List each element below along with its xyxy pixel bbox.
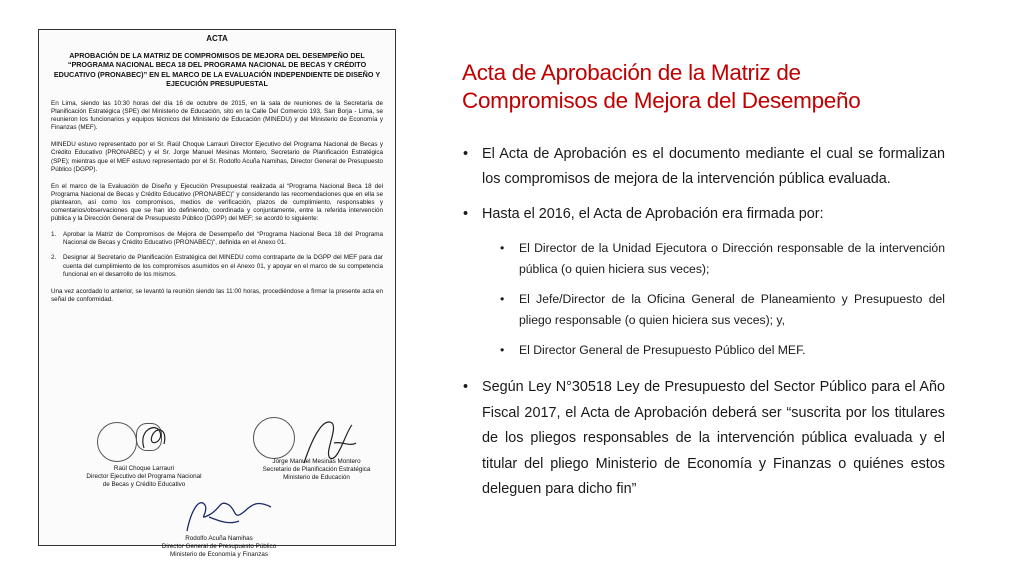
bullet-point: • Según Ley N°30518 Ley de Presupuesto del Sector Público para el Año Fiscal 2017, el Acta de Aprobación deberá ser “suscrita por los titulares de los pliegos responsables de la intervención pública evaluada y el titular del pliego Ministerio de Economía y Finanzas o quiénes estos deleguen para dicho fin”: [462, 375, 945, 503]
agreement-number: 1.: [51, 231, 57, 239]
document-paragraph: En el marco de la Evaluación de Diseño y Ejecución Presupuestal realizada al “Programa Nacional Beca 18 del Programa Nacional de Becas y Crédito Educativo (PRONABEC)” y considerando las recomendaciones que en ella se plantearon, así como los compromisos, medios de verificación, plazos de cumplimiento, responsables y comentarios/observaciones que se han ido definiendo, coordinada y conjuntamente, entre la referida intervención pública y la Dirección General de Presupuesto Público (DGPP) del MEF; se acordó lo siguiente:: [51, 182, 383, 223]
document-agreement-item: [51, 254, 383, 278]
agreement-text: Aprobar la Matriz de Compromisos de Mejora de Desempeño del “Programa Nacional Beca 18 del Programa Nacional de Becas y Crédito Educativo (PRONABEC)”, definida en el Anexo 01.: [63, 231, 383, 247]
bullet-point: • El Acta de Aprobación es el documento mediante el cual se formalizan los compromisos de mejora de la intervención pública evaluada.: [462, 142, 945, 191]
document-paragraph: MINEDU estuvo representado por el Sr. Raúl Choque Larrauri Director Ejecutivo del Programa Nacional de Becas y Crédito Educativo (PRONABEC) y el Sr. Jorge Manuel Mesinas Montero, Secretario de Planificación Estratégica (SPE); mientras que el MEF estuvo representado por el Sr. Rodolfo Acuña Namihas, Director General de Presupuesto Público (DGPP).: [51, 141, 383, 173]
document-heading: APROBACIÓN DE LA MATRIZ DE COMPROMISOS DE MEJORA DEL DESEMPEÑO DEL “PROGRAMA NACIONAL BECA 18 DEL PROGRAMA NACIONAL DE BECAS Y CRÉDITO EDUCATIVO (PRONABEC)” EN EL MARCO DE LA EVALUACIÓN INDEPENDIENTE DE DISEÑO Y EJECUCIÓN PRESUPUESTAL: [53, 51, 381, 88]
document-agreements-list: [51, 231, 383, 278]
handwritten-signature: [134, 418, 174, 458]
signatory-role: Secretario de Planificación Estratégica: [262, 466, 371, 473]
signatory-org: de Becas y Crédito Educativo: [102, 481, 186, 488]
signatory-block: [79, 465, 209, 489]
slide-title-line: Acta de Aprobación de la Matriz de: [462, 60, 801, 85]
handwritten-signature: [179, 491, 279, 537]
sub-bullet-point: • El Jefe/Director de la Oficina General de Planeamiento y Presupuesto del pliego responsable (o quien hiciera sus veces); y,: [462, 289, 945, 332]
signatory-org: Ministerio de Educación: [283, 474, 350, 481]
document-paragraph: En Lima, siendo las 10:30 horas del día 16 de octubre de 2015, en la sala de reuniones de la Secretaría de Planificación Estratégica (SPE) del Ministerio de Educación, sito en la Calle Del Comercio 193, San Borja - Lima, se reunieron los funcionarios y equipos técnicos del Ministerio de Educación (MINEDU) y del Ministerio de Economía y Finanzas (MEF).: [51, 100, 383, 132]
signatory-role: Director Ejecutivo del Programa Nacional: [86, 473, 202, 480]
document-header-acta: ACTA: [206, 34, 228, 43]
document-header: [51, 34, 383, 88]
agreement-number: 2.: [51, 254, 57, 262]
signatory-org: Ministerio de Economía y Finanzas: [170, 551, 268, 558]
signatory-name: Raúl Choque Larrauri: [113, 465, 175, 472]
official-seal-stamp: [253, 417, 295, 459]
signatory-name: Rodolfo Acuña Namihas: [185, 535, 253, 542]
signatory-block: [249, 458, 384, 482]
document-agreement-item: [51, 231, 383, 247]
bullet-point: • Hasta el 2016, el Acta de Aprobación era firmada por:: [462, 202, 945, 227]
sub-bullet-point: • El Director de la Unidad Ejecutora o Dirección responsable de la intervención pública (o quien hiciera sus veces);: [462, 238, 945, 281]
sub-bullet-point: • El Director General de Presupuesto Público del MEF.: [462, 340, 945, 362]
signatory-role: Director General de Presupuesto Público: [161, 543, 277, 550]
scanned-acta-document: [38, 29, 396, 558]
signatory-block: [139, 535, 299, 559]
signatory-name: Jorge Manuel Mesinas Montero: [272, 458, 361, 465]
document-closing: Una vez acordado lo anterior, se levantó la reunión siendo las 11:00 horas, procediéndose a firmar la presente acta en señal de conformidad.: [51, 287, 383, 303]
slide-content: [462, 142, 945, 514]
slide-title: [462, 59, 982, 115]
signatures-area: [39, 413, 395, 558]
agreement-text: Designar al Secretario de Planificación Estratégica del MINEDU como contraparte de la DGPP del MEF para dar cuenta del cumplimiento de los compromisos asumidos en el Anexo 01, y apoyar en el marco de su competencia funcional en el desarrollo de los mismos.: [63, 254, 383, 278]
official-seal-stamp: [97, 422, 137, 462]
slide-title-line: Compromisos de Mejora del Desempeño: [462, 88, 861, 113]
